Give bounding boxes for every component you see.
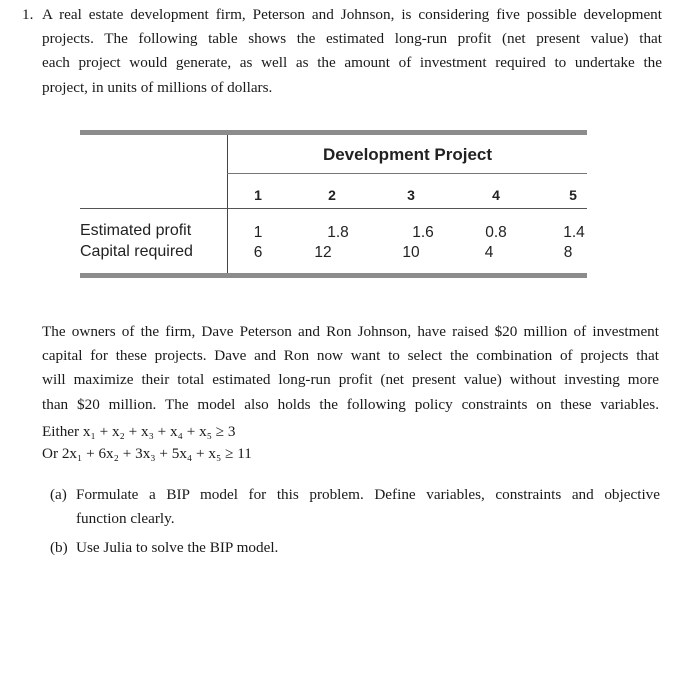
part-text [76,483,660,531]
table-cell: 1.6 [412,224,434,241]
table-cell: 4 [484,244,494,261]
table-cell: 1.4 [563,224,585,241]
part-line: function clearly. [76,510,175,528]
paragraph-owners [42,320,659,417]
column-header: 5 [569,187,577,203]
part-label: (a) [50,486,67,503]
table-header-rule [80,208,587,209]
part-text [76,536,660,560]
table-cell: 10 [402,244,420,261]
constraint-either: Either x₁ + x₂ + x₃ + x₄ + x₅ ≥ 3 [42,423,236,440]
paragraph-line: The owners of the firm, Dave Peterson and Ron Johnson, have raised $20 million of investment [42,323,659,340]
column-header: 4 [492,187,500,203]
table-cell: 0.8 [485,224,507,241]
question-number: 1. [22,6,34,23]
question-intro [42,3,662,100]
column-header: 1 [254,187,262,203]
row-label-capital: Capital required [80,243,193,260]
table-bottom-rule [80,273,587,278]
part-line: Use Julia to solve the BIP model. [76,539,279,556]
column-header: 3 [407,187,415,203]
part-line: Formulate a BIP model for this problem. Define variables, constraints and objective [76,486,660,503]
table-cell: 1 [253,224,263,241]
constraint-or: Or 2x₁ + 6x₂ + 3x₃ + 5x₄ + x₅ ≥ 11 [42,444,252,462]
part-label: (b) [50,539,68,556]
intro-line: each project would generate, as well as the amount of investment required to undertake the [42,54,662,72]
paragraph-line: capital for these projects. Dave and Ron now want to select the combination of projects that [42,347,659,365]
table-header-underline [227,173,587,174]
part-a [50,483,660,531]
paragraph-line: will maximize their total estimated long-run profit (net present value) without investing more [42,371,659,389]
table-cell: 6 [253,244,263,261]
table-cell: 1.8 [327,224,349,241]
table-top-rule [80,130,587,135]
constraints [42,421,252,464]
intro-line: projects. The following table shows the estimated long-run profit (net present value) that [42,30,662,48]
table-group-header: Development Project [322,145,493,164]
table-cell: 8 [563,244,573,261]
part-b [50,536,660,560]
column-header: 2 [328,187,336,203]
intro-line: A real estate development firm, Peterson and Johnson, is considering five possible development [42,6,662,23]
paragraph-line: than $20 million. The model also holds the following policy constraints on these variables. [42,395,659,413]
intro-line: project, in units of millions of dollars. [42,78,273,96]
table-cell: 12 [314,244,332,261]
row-label-profit: Estimated profit [80,222,192,239]
data-table [80,130,587,278]
